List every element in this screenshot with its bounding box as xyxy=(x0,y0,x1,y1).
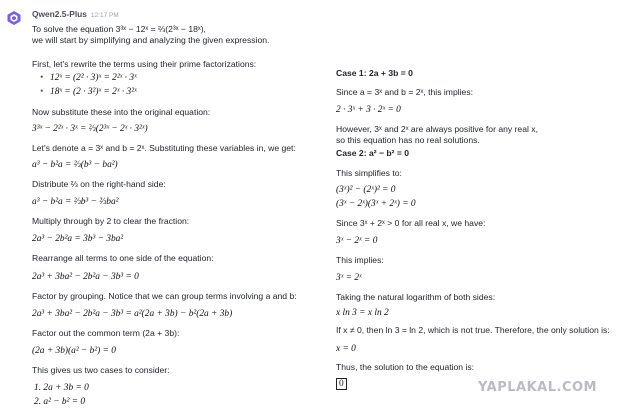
math-line: 2a³ − 2b²a = 3b³ − 3ba² xyxy=(32,234,124,244)
boxed-answer: 0 xyxy=(336,378,347,390)
math-line: a³ − b²a = ⅔b³ − ⅔ba² xyxy=(32,197,119,207)
math-line: 1. 2a + 3b = 0 xyxy=(34,383,89,393)
text-line: Taking the natural logarithm of both sides: xyxy=(336,292,496,302)
text-line: This gives us two cases to consider: xyxy=(32,365,170,375)
message-header xyxy=(32,9,119,19)
site-watermark: YAPLAKAL.COM xyxy=(478,380,597,395)
math-line: (3ˣ)² − (2ˣ)² = 0 xyxy=(336,185,396,195)
math-line: x = 0 xyxy=(336,344,356,354)
text-line: Factor out the common term (2a + 3b): xyxy=(32,328,180,338)
text-line: This implies: xyxy=(336,255,384,265)
text-line: First, let's rewrite the terms using their prime factorizations: xyxy=(32,59,257,69)
text-line: Case 1: 2a + 3b = 0 xyxy=(336,68,413,78)
math-line: • 12ˣ = (2² · 3)ˣ = 2²ˣ · 3ˣ xyxy=(50,73,137,83)
text-line: Since 3ˣ + 2ˣ > 0 for all real x, we have: xyxy=(336,218,486,228)
math-line: 2a³ + 3ba² − 2b²a − 3b³ = 0 xyxy=(32,272,139,282)
final-answer xyxy=(336,378,347,390)
text-line: Thus, the solution to the equation is: xyxy=(336,362,475,372)
message-timestamp: 12:17 PM xyxy=(90,12,119,19)
text-line: However, 3ˣ and 2ˣ are always positive for any real x, xyxy=(336,124,538,134)
math-line: 3ˣ − 2ˣ = 0 xyxy=(336,236,378,246)
text-line: so this equation has no real solutions. xyxy=(336,135,480,145)
math-line: • 18ˣ = (2 · 3²)ˣ = 2ˣ · 3²ˣ xyxy=(50,87,137,97)
text-line: Multiply through by 2 to clear the fraction: xyxy=(32,216,190,226)
text-line: Now substitute these into the original equation: xyxy=(32,107,211,117)
math-line: 2 · 3ˣ + 3 · 2ˣ = 0 xyxy=(336,105,401,115)
math-line: 2a³ + 3ba² − 2b²a − 3b³ = a²(2a + 3b) − b²(2a + 3b) xyxy=(32,309,233,319)
text-line: This simplifies to: xyxy=(336,168,402,178)
qwen-logo-icon xyxy=(6,10,22,26)
text-line: Rearrange all terms to one side of the equation: xyxy=(32,253,214,263)
math-line: 3³ˣ − 2²ˣ · 3ˣ = ⅔(2³ˣ − 2ˣ · 3²ˣ) xyxy=(32,124,148,134)
math-line: 3ˣ = 2ˣ xyxy=(336,273,362,283)
assistant-name: Qwen2.5-Plus xyxy=(32,9,87,19)
text-line: To solve the equation 3³ˣ − 12ˣ = ⅔(2³ˣ − 18ˣ), xyxy=(32,24,206,34)
math-line: (3ˣ − 2ˣ)(3ˣ + 2ˣ) = 0 xyxy=(336,199,416,209)
math-line: (2a + 3b)(a² − b²) = 0 xyxy=(32,346,116,356)
text-line: Since a = 3ˣ and b = 2ˣ, this implies: xyxy=(336,87,474,97)
math-line: a³ − b²a = ⅔(b³ − ba²) xyxy=(32,160,118,170)
text-line: we will start by simplifying and analyzing the given expression. xyxy=(32,35,270,45)
text-line: Let's denote a = 3ˣ and b = 2ˣ. Substituting these variables in, we get: xyxy=(32,143,296,153)
text-line: Distribute ⅔ on the right-hand side: xyxy=(32,179,166,189)
text-line: Case 2: a² − b² = 0 xyxy=(336,148,410,158)
math-line: x ln 3 = x ln 2 xyxy=(336,308,389,318)
math-line: 2. a² − b² = 0 xyxy=(34,397,86,407)
text-line: Factor by grouping. Notice that we can group terms involving a and b: xyxy=(32,291,297,301)
text-line: If x ≠ 0, then ln 3 = ln 2, which is not true. Therefore, the only solution is: xyxy=(336,325,610,335)
